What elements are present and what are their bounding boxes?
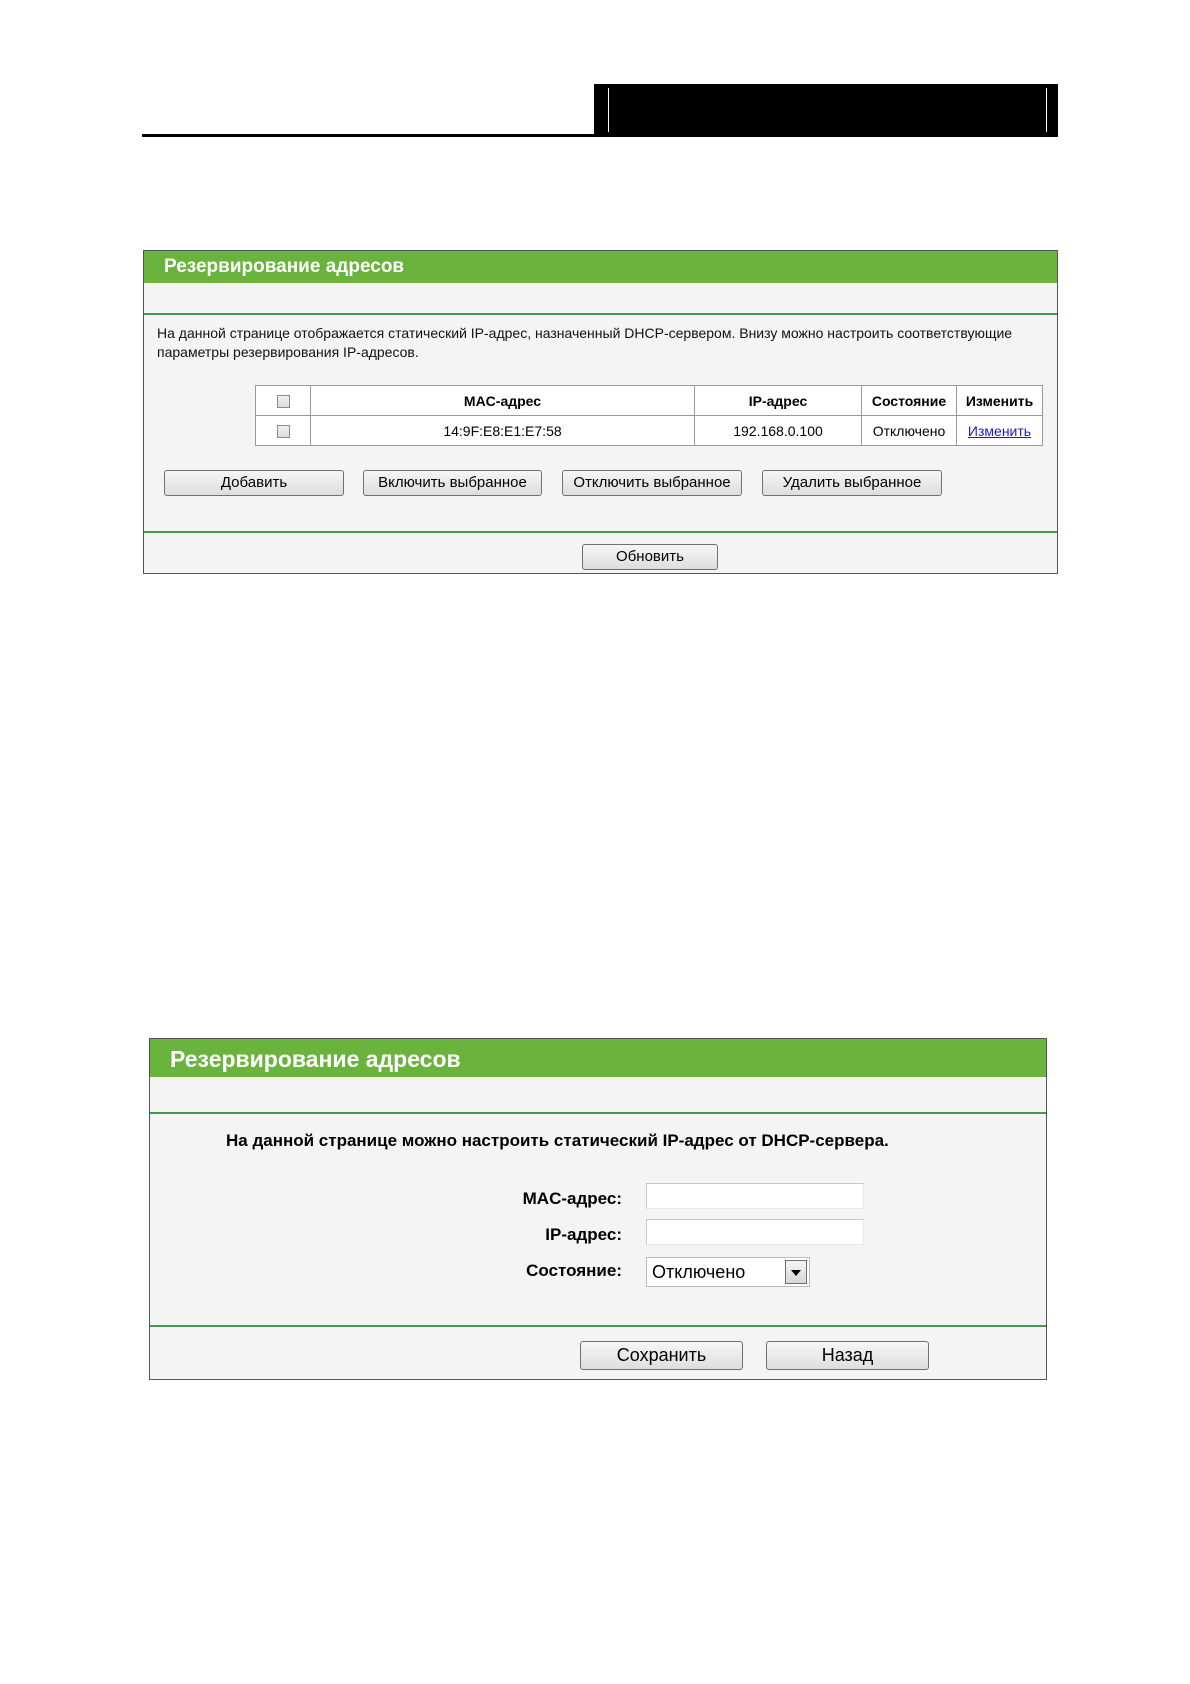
- reservation-list-panel: [143, 250, 1058, 574]
- back-button[interactable]: Назад: [766, 1341, 929, 1370]
- ip-address-input[interactable]: [646, 1219, 864, 1245]
- chevron-down-icon[interactable]: [785, 1260, 807, 1284]
- edit-link[interactable]: Изменить: [967, 422, 1032, 439]
- ip-label: IP-адрес:: [545, 1225, 622, 1244]
- save-button[interactable]: Сохранить: [580, 1341, 743, 1370]
- add-button[interactable]: Добавить: [164, 470, 344, 496]
- enable-selected-button[interactable]: Включить выбранное: [363, 470, 542, 496]
- divider: [144, 313, 1057, 315]
- select-all-cell: [256, 386, 311, 416]
- mac-label: MAC-адрес:: [522, 1189, 622, 1208]
- col-status: Состояние: [862, 386, 957, 416]
- divider: [150, 1112, 1046, 1114]
- panel-title: Резервирование адресов: [144, 251, 1057, 283]
- col-edit: Изменить: [957, 386, 1043, 416]
- refresh-button[interactable]: Обновить: [582, 544, 718, 570]
- row-status: Отключено: [862, 416, 957, 446]
- row-ip: 192.168.0.100: [695, 416, 862, 446]
- disable-selected-button[interactable]: Отключить выбранное: [562, 470, 742, 496]
- panel-title: Резервирование адресов: [150, 1039, 1046, 1077]
- page-header-block: [594, 84, 1058, 136]
- delete-selected-button[interactable]: Удалить выбранное: [762, 470, 942, 496]
- table-row: [256, 416, 1043, 446]
- row-edit-cell: [957, 416, 1043, 446]
- row-checkbox[interactable]: [277, 425, 290, 438]
- page-header-rule: [142, 134, 1058, 137]
- reservation-table: [255, 385, 1043, 446]
- divider: [144, 531, 1057, 533]
- row-select-cell: [256, 416, 311, 446]
- table-header-row: [256, 386, 1043, 416]
- col-mac: MAC-адрес: [311, 386, 695, 416]
- row-mac: 14:9F:E8:E1:E7:58: [311, 416, 695, 446]
- reservation-form-panel: [149, 1038, 1047, 1380]
- select-all-checkbox[interactable]: [277, 395, 290, 408]
- col-ip: IP-адрес: [695, 386, 862, 416]
- status-label: Состояние:: [526, 1261, 622, 1280]
- form-description: На данной странице можно настроить статический IP-адрес от DHCP-сервера.: [226, 1131, 889, 1150]
- divider: [150, 1325, 1046, 1327]
- page-description: На данной странице отображается статический IP-адрес, назначенный DHCP-сервером. Внизу можно настроить соответствующие параметры резервирования IP-адресов.: [157, 325, 1013, 360]
- status-select[interactable]: [646, 1257, 810, 1287]
- mac-address-input[interactable]: [646, 1183, 864, 1209]
- status-select-value: Отключено: [652, 1262, 746, 1282]
